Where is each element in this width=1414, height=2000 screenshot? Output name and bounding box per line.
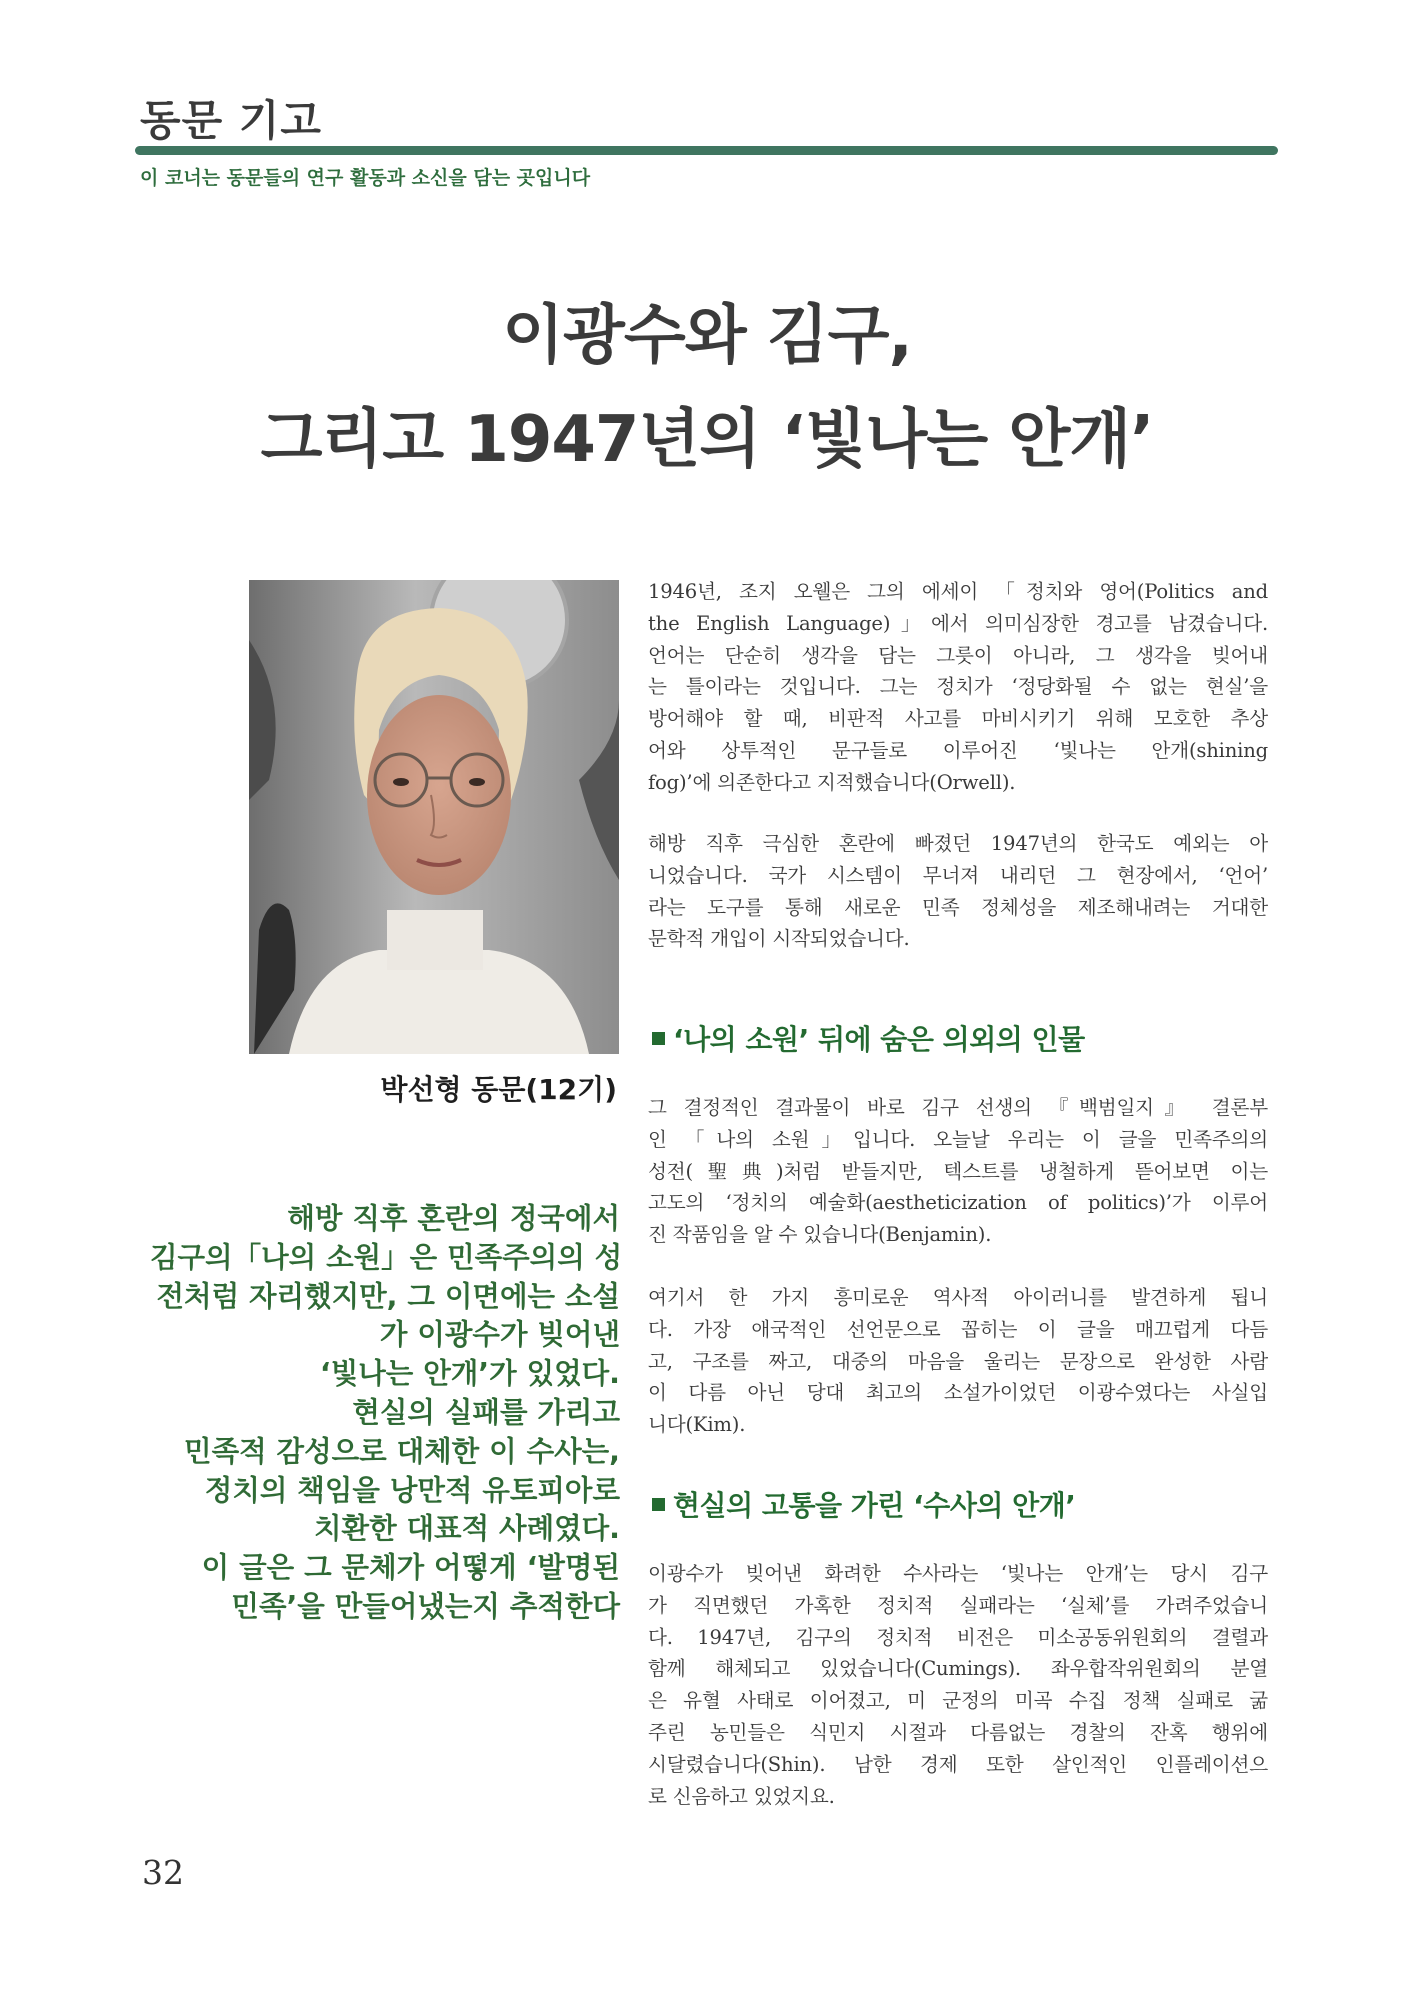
- author-caption: 박선형 동문(12기): [380, 1073, 617, 1106]
- page-number: 32: [142, 1853, 184, 1892]
- pull-quote-line: 김구의「나의 소원」은 민족주의의 성: [150, 1240, 623, 1274]
- pull-quote-line: 민족’을 만들어냈는지 추적한다: [231, 1589, 620, 1623]
- body-line: 언어는 단순히 생각을 담는 그릇이 아니라, 그 생각을 빚어내: [648, 643, 1268, 667]
- body-paragraph-3: [648, 1092, 1268, 1251]
- article-title-line-1: 이광수와 김구,: [502, 299, 912, 373]
- body-line: 니다(Kim).: [648, 1413, 746, 1437]
- header-rule: [135, 146, 1278, 155]
- article-title-line-2: 그리고 1947년의 ‘빛나는 안개’: [260, 403, 1154, 477]
- subheading-text: 현실의 고통을 가린 ‘수사의 안개’: [673, 1489, 1076, 1522]
- subheading-text: ‘나의 소원’ 뒤에 숨은 의외의 인물: [673, 1023, 1085, 1056]
- body-line: 방어해야 할 때, 비판적 사고를 마비시키기 위해 모호한 추상: [648, 707, 1268, 731]
- body-paragraph-4: [648, 1282, 1268, 1441]
- body-line: 문학적 개입이 시작되었습니다.: [648, 927, 910, 951]
- square-bullet-icon: [652, 1032, 665, 1045]
- pull-quote-line: 현실의 실패를 가리고: [352, 1395, 620, 1429]
- body-line: 가 직면했던 가혹한 정치적 실패라는 ‘실체’를 가려주었습니: [648, 1593, 1268, 1617]
- body-line: 주린 농민들은 식민지 시절과 다름없는 경찰의 잔혹 행위에: [648, 1720, 1268, 1744]
- body-line: 함께 해체되고 있었습니다(Cumings). 좌우합작위원회의 분열: [648, 1657, 1268, 1681]
- section-title: 동문 기고: [140, 96, 322, 145]
- body-line: 성전(聖典)처럼 받들지만, 텍스트를 냉철하게 뜯어보면 이는: [648, 1159, 1268, 1183]
- pull-quote-line: 치환한 대표적 사례였다.: [314, 1512, 620, 1546]
- subheading-2: [652, 1484, 1075, 1524]
- body-line: 은 유혈 사태로 이어졌고, 미 군정의 미곡 수집 정책 실패로 굶: [648, 1689, 1268, 1713]
- section-subtitle: 이 코너는 동문들의 연구 활동과 소신을 담는 곳입니다: [140, 167, 591, 189]
- pull-quote-line: 이 글은 그 문체가 어떻게 ‘발명된: [201, 1551, 620, 1585]
- square-bullet-icon: [652, 1498, 665, 1511]
- body-line: 그 결정적인 결과물이 바로 김구 선생의 『백범일지』 결론부: [648, 1096, 1268, 1119]
- body-line: 니었습니다. 국가 시스템이 무너져 내리던 그 현장에서, ‘언어’: [648, 863, 1268, 887]
- pull-quote-line: 해방 직후 혼란의 정국에서: [287, 1202, 620, 1235]
- body-line: 라는 도구를 통해 새로운 민족 정체성을 제조해내려는 거대한: [648, 895, 1268, 919]
- body-line: fog)’에 의존한다고 지적했습니다(Orwell).: [648, 770, 1016, 794]
- body-line: 로 신음하고 있었지요.: [648, 1784, 835, 1808]
- body-line: 다. 1947년, 김구의 정치적 비전은 미소공동위원회의 결렬과: [648, 1625, 1268, 1649]
- author-photo: [249, 580, 619, 1054]
- body-paragraph-1: [648, 576, 1268, 799]
- body-line: 1946년, 조지 오웰은 그의 에세이 「정치와 영어(Politics and: [648, 580, 1268, 603]
- pull-quote-line: 정치의 책임을 낭만적 유토피아로: [204, 1473, 620, 1507]
- body-paragraph-2: [648, 828, 1268, 955]
- pull-quote: [150, 1200, 623, 1627]
- body-line: 진 작품임을 알 수 있습니다(Benjamin).: [648, 1223, 992, 1247]
- body-line: 어와 상투적인 문구들로 이루어진 ‘빛나는 안개(shining: [648, 738, 1268, 762]
- pull-quote-line: ‘빛나는 안개’가 있었다.: [319, 1357, 620, 1391]
- body-line: 이광수가 빚어낸 화려한 수사라는 ‘빛나는 안개’는 당시 김구: [648, 1562, 1268, 1585]
- body-line: 이 다름 아닌 당대 최고의 소설가이었던 이광수였다는 사실입: [648, 1381, 1268, 1405]
- body-line: 는 틀이라는 것입니다. 그는 정치가 ‘정당화될 수 없는 현실’을: [648, 675, 1268, 699]
- body-line: 다. 가장 애국적인 선언문으로 꼽히는 이 글을 매끄럽게 다듬: [648, 1317, 1268, 1341]
- pull-quote-line: 민족적 감성으로 대체한 이 수사는,: [184, 1434, 620, 1468]
- body-line: 시달렸습니다(Shin). 남한 경제 또한 살인적인 인플레이션으: [648, 1752, 1268, 1776]
- subheading-1: [652, 1018, 1085, 1058]
- pull-quote-line: 가 이광수가 빚어낸: [379, 1318, 620, 1352]
- body-line: 고도의 ‘정치의 예술화(aestheticization of politics)’가 이루어: [648, 1191, 1268, 1215]
- body-line: the English Language)」에서 의미심장한 경고를 남겼습니다.: [648, 611, 1268, 635]
- body-paragraph-5: [648, 1558, 1268, 1812]
- pull-quote-line: 전처럼 자리했지만, 그 이면에는 소설: [156, 1279, 620, 1313]
- body-line: 해방 직후 극심한 혼란에 빠졌던 1947년의 한국도 예외는 아: [648, 832, 1268, 855]
- body-line: 여기서 한 가지 흥미로운 역사적 아이러니를 발견하게 됩니: [648, 1286, 1268, 1309]
- body-line: 인 「나의 소원」입니다. 오늘날 우리는 이 글을 민족주의의: [648, 1127, 1268, 1151]
- body-line: 고, 구조를 짜고, 대중의 마음을 울리는 문장으로 완성한 사람: [648, 1349, 1268, 1373]
